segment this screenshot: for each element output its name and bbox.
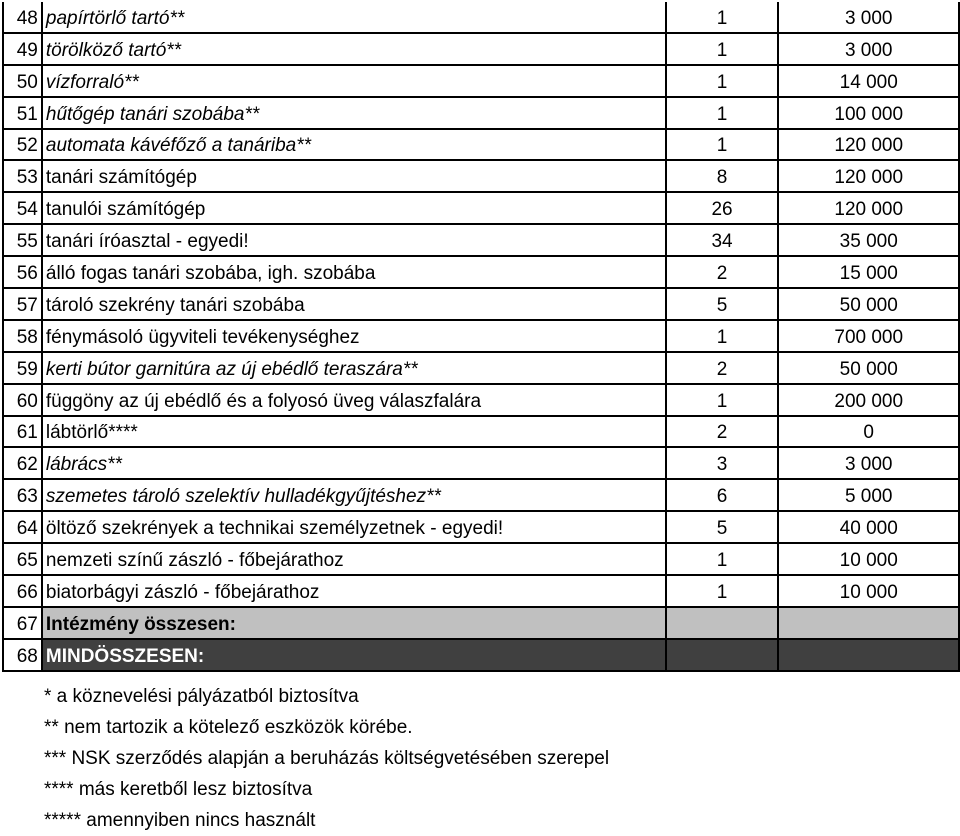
table-row: [3, 543, 959, 575]
quantity-cell[interactable]: 1: [666, 65, 779, 97]
totals-section: [3, 607, 959, 671]
unit-price-cell[interactable]: 3 000: [778, 447, 959, 479]
unit-price-cell[interactable]: 120 000: [778, 160, 959, 192]
quantity-cell[interactable]: 6: [666, 479, 779, 511]
table-row: [3, 288, 959, 320]
table-row: [3, 160, 959, 192]
item-name-cell[interactable]: lábrács**: [42, 447, 666, 479]
quantity-cell[interactable]: 1: [666, 97, 779, 129]
row-number[interactable]: 57: [3, 288, 42, 320]
row-number[interactable]: 49: [3, 33, 42, 65]
subtotal-qty-cell[interactable]: [666, 607, 779, 639]
row-number[interactable]: 61: [3, 416, 42, 448]
row-number[interactable]: 65: [3, 543, 42, 575]
item-name-cell[interactable]: lábtörlő****: [42, 416, 666, 448]
table-row: [3, 2, 959, 33]
grand-total-row: [3, 639, 959, 671]
item-name-cell[interactable]: törölköző tartó**: [42, 33, 666, 65]
quantity-cell[interactable]: 1: [666, 384, 779, 416]
quantity-cell[interactable]: 34: [666, 224, 779, 256]
row-number[interactable]: 50: [3, 65, 42, 97]
unit-price-cell[interactable]: 100 000: [778, 97, 959, 129]
quantity-cell[interactable]: 2: [666, 352, 779, 384]
row-number[interactable]: 68: [3, 639, 42, 671]
table-row: [3, 97, 959, 129]
unit-price-cell[interactable]: 120 000: [778, 129, 959, 161]
item-name-cell[interactable]: tároló szekrény tanári szobába: [42, 288, 666, 320]
footnotes: [44, 681, 609, 836]
unit-price-cell[interactable]: 40 000: [778, 511, 959, 543]
item-name-cell[interactable]: nemzeti színű zászló - főbejárathoz: [42, 543, 666, 575]
unit-price-cell[interactable]: 120 000: [778, 192, 959, 224]
quantity-cell[interactable]: 5: [666, 288, 779, 320]
unit-price-cell[interactable]: 10 000: [778, 543, 959, 575]
unit-price-cell[interactable]: 5 000: [778, 479, 959, 511]
table-row: [3, 192, 959, 224]
item-name-cell[interactable]: kerti bútor garnitúra az új ebédlő teraszára**: [42, 352, 666, 384]
item-name-cell[interactable]: fénymásoló ügyviteli tevékenységhez: [42, 320, 666, 352]
quantity-cell[interactable]: 1: [666, 129, 779, 161]
unit-price-cell[interactable]: 50 000: [778, 288, 959, 320]
equipment-table-body: [3, 2, 959, 607]
subtotal-label[interactable]: Intézmény összesen:: [42, 607, 666, 639]
item-name-cell[interactable]: tanári íróasztal - egyedi!: [42, 224, 666, 256]
row-number[interactable]: 51: [3, 97, 42, 129]
table-row: [3, 33, 959, 65]
table-row: [3, 352, 959, 384]
footnote: *** NSK szerződés alapján a beruházás költségvetésében szerepel: [44, 748, 610, 769]
grand-total-label[interactable]: MINDÖSSZESEN:: [42, 639, 666, 671]
quantity-cell[interactable]: 1: [666, 2, 779, 33]
quantity-cell[interactable]: 1: [666, 320, 779, 352]
table-row: [3, 575, 959, 607]
quantity-cell[interactable]: 2: [666, 416, 779, 448]
unit-price-cell[interactable]: 50 000: [778, 352, 959, 384]
quantity-cell[interactable]: 2: [666, 256, 779, 288]
row-number[interactable]: 52: [3, 129, 42, 161]
subtotal-row: [3, 607, 959, 639]
row-number[interactable]: 66: [3, 575, 42, 607]
quantity-cell[interactable]: 26: [666, 192, 779, 224]
quantity-cell[interactable]: 8: [666, 160, 779, 192]
footnote: ***** amennyiben nincs használt: [44, 810, 316, 831]
item-name-cell[interactable]: biatorbágyi zászló - főbejárathoz: [42, 575, 666, 607]
unit-price-cell[interactable]: 200 000: [778, 384, 959, 416]
unit-price-cell[interactable]: 15 000: [778, 256, 959, 288]
row-number[interactable]: 58: [3, 320, 42, 352]
item-name-cell[interactable]: vízforraló**: [42, 65, 666, 97]
subtotal-price-cell[interactable]: [778, 607, 959, 639]
table-row: [3, 129, 959, 161]
row-number[interactable]: 56: [3, 256, 42, 288]
item-name-cell[interactable]: hűtőgép tanári szobába**: [42, 97, 666, 129]
unit-price-cell[interactable]: 10 000: [778, 575, 959, 607]
table-row: [3, 224, 959, 256]
footnote: **** más keretből lesz biztosítva: [44, 779, 313, 800]
item-name-cell[interactable]: függöny az új ebédlő és a folyosó üveg válaszfalára: [42, 384, 666, 416]
quantity-cell[interactable]: 5: [666, 511, 779, 543]
item-name-cell[interactable]: álló fogas tanári szobába, igh. szobába: [42, 256, 666, 288]
unit-price-cell[interactable]: 3 000: [778, 33, 959, 65]
row-number[interactable]: 67: [3, 607, 42, 639]
footnote: ** nem tartozik a kötelező eszközök körébe.: [44, 717, 413, 738]
unit-price-cell[interactable]: 0: [778, 416, 959, 448]
unit-price-cell[interactable]: 700 000: [778, 320, 959, 352]
row-number[interactable]: 59: [3, 352, 42, 384]
item-name-cell[interactable]: tanulói számítógép: [42, 192, 666, 224]
footnote: * a köznevelési pályázatból biztosítva: [44, 686, 359, 707]
row-number[interactable]: 62: [3, 447, 42, 479]
quantity-cell[interactable]: 3: [666, 447, 779, 479]
table-row: [3, 416, 959, 448]
row-number[interactable]: 53: [3, 160, 42, 192]
item-name-cell[interactable]: öltöző szekrények a technikai személyzetnek - egyedi!: [42, 511, 666, 543]
row-number[interactable]: 60: [3, 384, 42, 416]
table-row: [3, 256, 959, 288]
item-name-cell[interactable]: papírtörlő tartó**: [42, 2, 666, 33]
row-number[interactable]: 63: [3, 479, 42, 511]
table-row: [3, 384, 959, 416]
grand-total-price-cell[interactable]: [778, 639, 959, 671]
item-name-cell[interactable]: szemetes tároló szelektív hulladékgyűjtéshez**: [42, 479, 666, 511]
table-row: [3, 479, 959, 511]
unit-price-cell[interactable]: 3 000: [778, 2, 959, 33]
item-name-cell[interactable]: automata kávéfőző a tanáriba**: [42, 129, 666, 161]
item-name-cell[interactable]: tanári számítógép: [42, 160, 666, 192]
row-number[interactable]: 55: [3, 224, 42, 256]
quantity-cell[interactable]: 1: [666, 33, 779, 65]
equipment-table: [2, 2, 960, 672]
table-row: [3, 511, 959, 543]
quantity-cell[interactable]: 1: [666, 543, 779, 575]
grand-total-qty-cell[interactable]: [666, 639, 779, 671]
row-number[interactable]: 48: [3, 2, 42, 33]
row-number[interactable]: 64: [3, 511, 42, 543]
unit-price-cell[interactable]: 14 000: [778, 65, 959, 97]
row-number[interactable]: 54: [3, 192, 42, 224]
table-row: [3, 65, 959, 97]
table-row: [3, 447, 959, 479]
quantity-cell[interactable]: 1: [666, 575, 779, 607]
table-row: [3, 320, 959, 352]
unit-price-cell[interactable]: 35 000: [778, 224, 959, 256]
